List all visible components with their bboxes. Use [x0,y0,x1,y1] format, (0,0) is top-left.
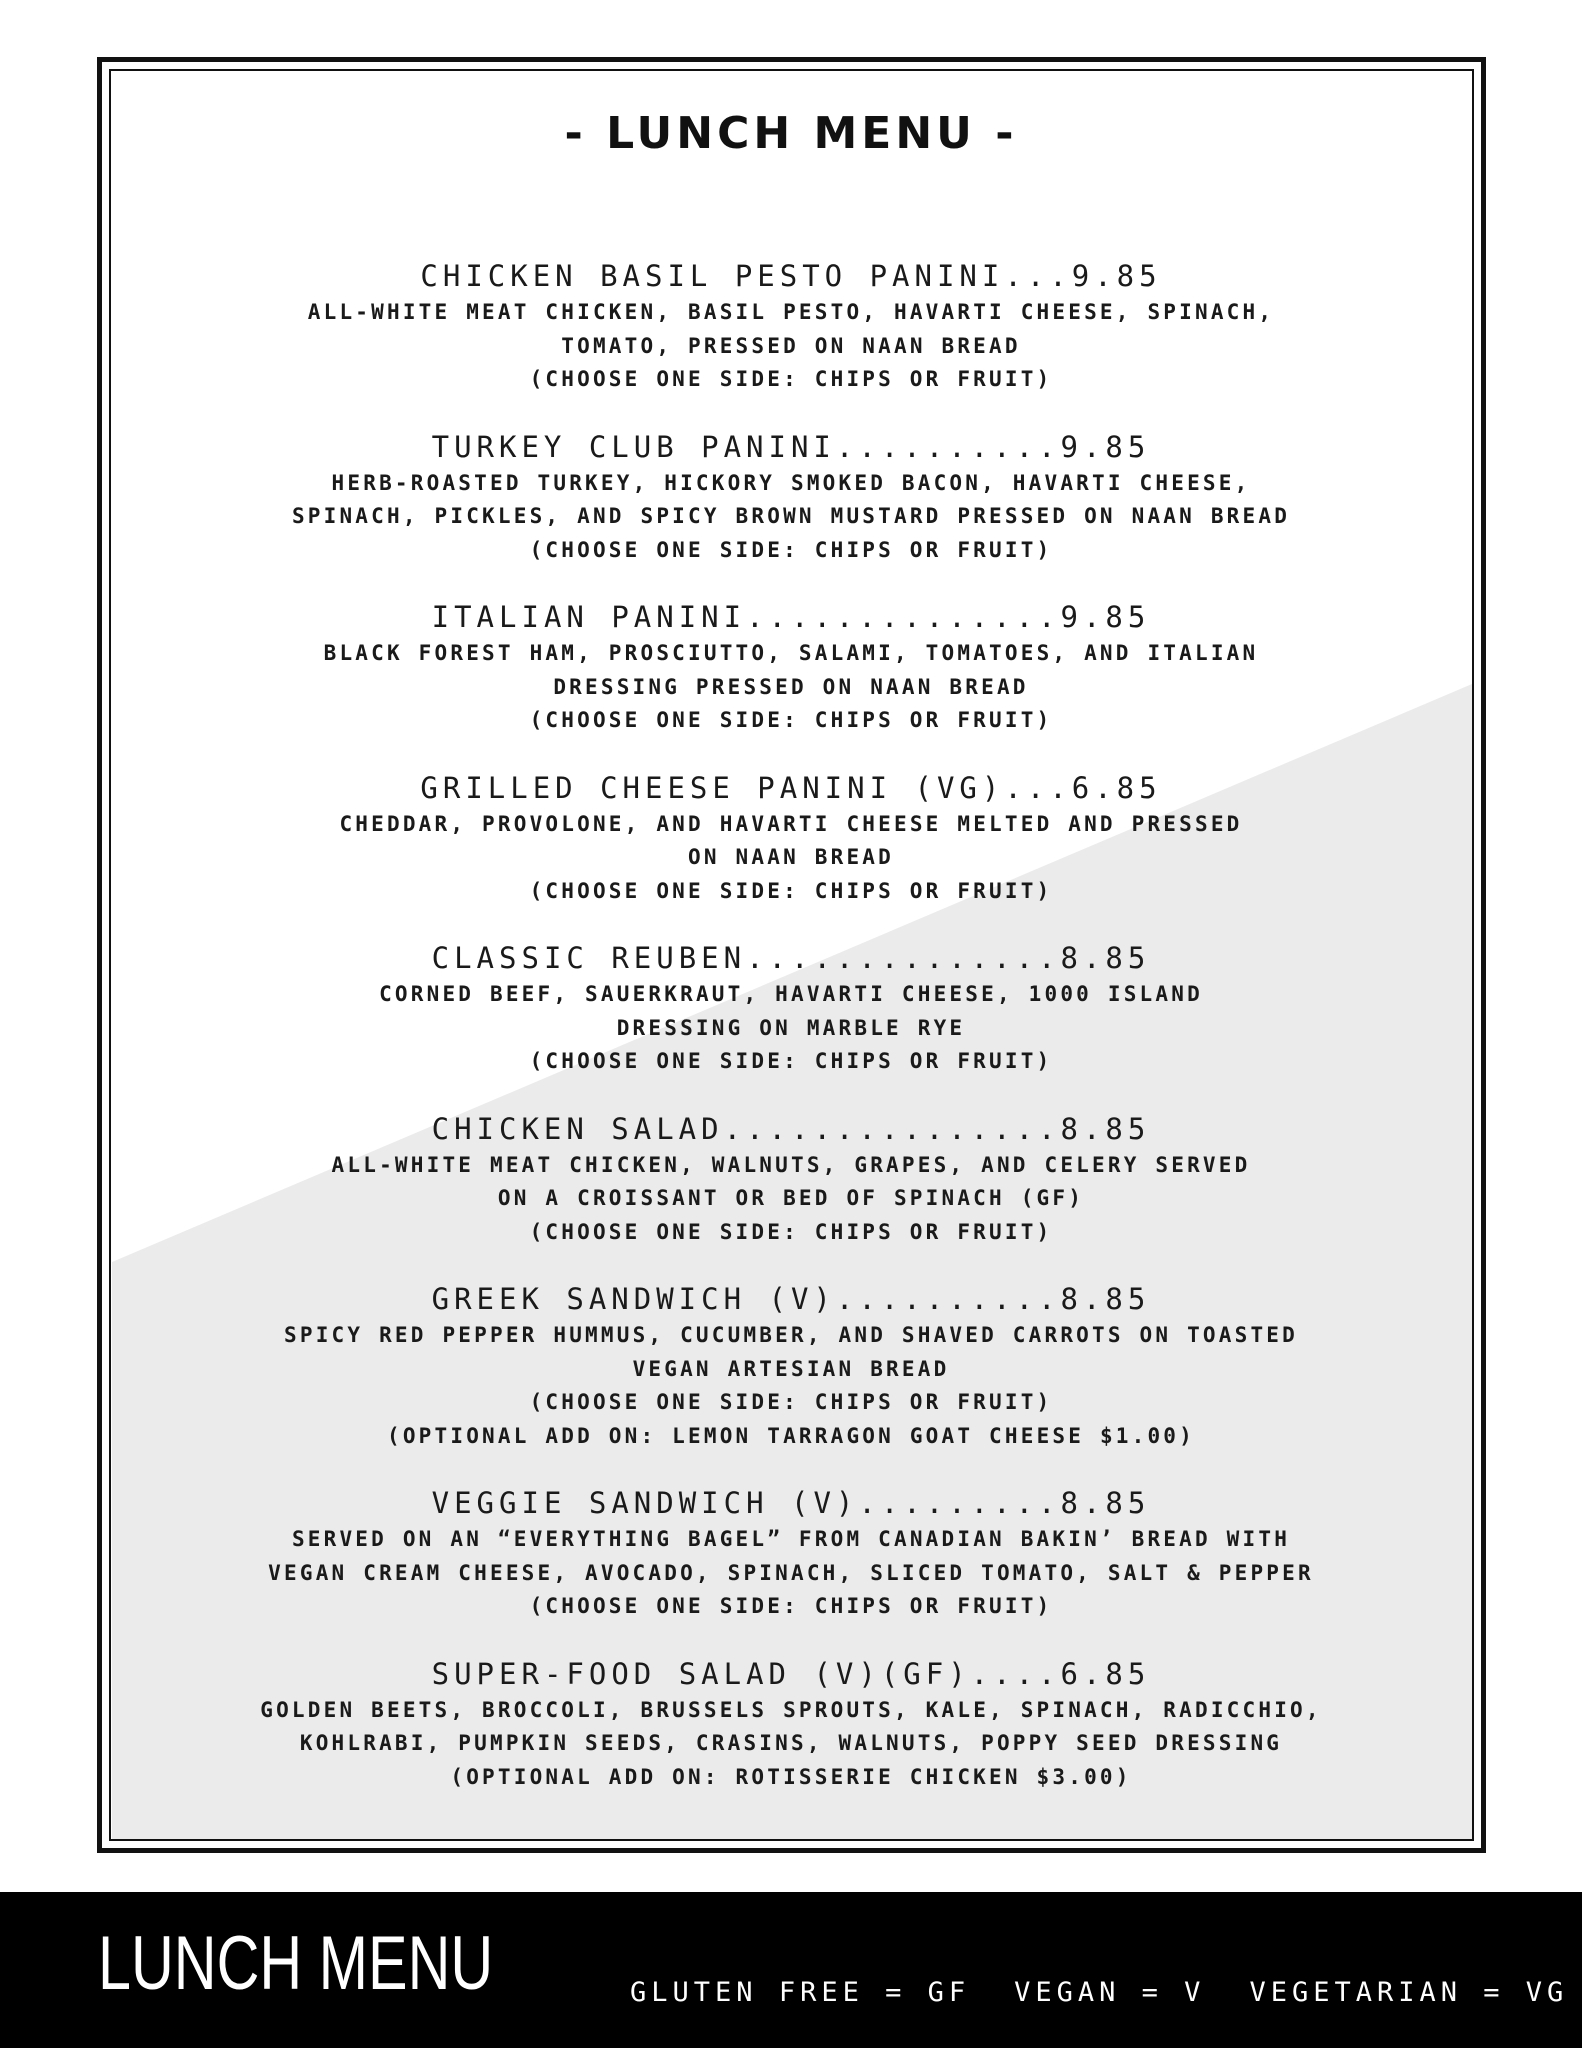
menu-item [0,1654,1582,1795]
menu-item [0,427,1582,568]
footer-bar [0,1892,1582,2048]
menu-item-price: 9.85 [1060,600,1151,634]
menu-item-price: 8.85 [1060,1282,1151,1316]
menu-item-description-line: TOMATO, PRESSED ON NAAN BREAD [561,333,1021,358]
menu-item-name: GREEK SANDWICH (V) [431,1282,836,1316]
menu-item-name: CLASSIC REUBEN [431,941,747,975]
menu-item-description-line: BLACK FOREST HAM, PROSCIUTTO, SALAMI, TOMATOES, AND ITALIAN [323,641,1259,665]
dot-leader: .......... [835,429,1061,464]
menu-item-description-line: (CHOOSE ONE SIDE: CHIPS OR FRUIT) [529,1390,1053,1414]
menu-item-description-line: CHEDDAR, PROVOLONE, AND HAVARTI CHEESE MELTED AND PRESSED [339,811,1243,836]
menu-item-name: GRILLED CHEESE PANINI (VG) [420,770,1005,805]
footer-title: LUNCH MENU [98,1921,494,2006]
menu-item [0,1109,1582,1250]
menu-item [0,1279,1582,1453]
legend-vegan: VEGAN = V [1014,1977,1206,2008]
dot-leader: .... [970,1656,1061,1691]
legend-vegetarian: VEGETARIAN = VG [1249,1977,1569,2008]
menu-item-title-line [432,597,1151,637]
menu-item-description-line: (CHOOSE ONE SIDE: CHIPS OR FRUIT) [529,708,1053,732]
menu-item-description-line: GOLDEN BEETS, BROCCOLI, BRUSSELS SPROUTS, KALE, SPINACH, RADICCHIO, [260,1697,1322,1722]
legend-gluten-free: GLUTEN FREE = GF [630,1977,971,2008]
dot-leader: .......... [835,1282,1061,1316]
menu-item-description-line: VEGAN ARTESIAN BREAD [632,1356,950,1381]
dot-leader: ... [1004,770,1072,805]
menu-item-title-line [432,1654,1151,1694]
menu-item-description-line: VEGAN CREAM CHEESE, AVOCADO, SPINACH, SLICED TOMATO, SALT & PEPPER [268,1560,1314,1585]
menu-item-name: VEGGIE SANDWICH (V) [431,1486,859,1520]
menu-item-description-line: (CHOOSE ONE SIDE: CHIPS OR FRUIT) [529,1049,1053,1073]
dot-leader: .............. [746,600,1061,634]
menu-items-list [0,256,1582,1824]
menu-item-name: CHICKEN BASIL PESTO PANINI [420,259,1005,293]
menu-item-description-line: (CHOOSE ONE SIDE: CHIPS OR FRUIT) [529,878,1053,903]
menu-item-description-line: ON A CROISSANT OR BED OF SPINACH (GF) [497,1186,1085,1210]
menu-item-price: 6.85 [1060,1656,1151,1691]
menu-item-price: 8.85 [1060,1111,1151,1146]
menu-item-description-line: (CHOOSE ONE SIDE: CHIPS OR FRUIT) [529,1594,1053,1618]
menu-item-description-line: (CHOOSE ONE SIDE: CHIPS OR FRUIT) [529,1219,1053,1244]
menu-item-description-line: HERB-ROASTED TURKEY, HICKORY SMOKED BACON, HAVARTI CHEESE, [331,470,1251,495]
menu-item-name: SUPER-FOOD SALAD (V)(GF) [431,1656,971,1691]
menu-item-description-line: DRESSING PRESSED ON NAAN BREAD [553,674,1029,699]
menu-item-description-line: SPINACH, PICKLES, AND SPICY BROWN MUSTARD PRESSED ON NAAN BREAD [291,504,1291,528]
menu-item [0,597,1582,738]
menu-item-description-line: (CHOOSE ONE SIDE: CHIPS OR FRUIT) [529,537,1053,562]
menu-item-description-line: (CHOOSE ONE SIDE: CHIPS OR FRUIT) [529,367,1053,391]
dietary-legend [545,1946,1582,2039]
page-title: - LUNCH MENU - [564,108,1018,159]
menu-item-description-line: (OPTIONAL ADD ON: LEMON TARRAGON GOAT CHEESE $1.00) [387,1423,1195,1448]
dot-leader: .............. [746,941,1061,975]
menu-item-title-line [432,938,1151,978]
menu-item [0,768,1582,909]
menu-item-title-line [432,427,1151,467]
menu-item-description-line: ON NAAN BREAD [688,845,894,869]
menu-item-name: ITALIAN PANINI [431,600,747,634]
menu-item-description-line: (OPTIONAL ADD ON: ROTISSERIE CHICKEN $3.00) [450,1764,1132,1789]
menu-item-price: 8.85 [1060,1486,1151,1520]
menu-item-name: TURKEY CLUB PANINI [431,429,836,464]
dot-leader: ... [1004,259,1072,293]
menu-item-price: 6.85 [1071,770,1162,805]
menu-item-description-line: CORNED BEEF, SAUERKRAUT, HAVARTI CHEESE, 1000 ISLAND [379,982,1203,1006]
menu-item-description-line: SERVED ON AN “EVERYTHING BAGEL” FROM CANADIAN BAKIN’ BREAD WITH [291,1527,1291,1551]
menu-item-description-line: SPICY RED PEPPER HUMMUS, CUCUMBER, AND SHAVED CARROTS ON TOASTED [284,1323,1298,1347]
menu-item-price: 9.85 [1071,259,1162,293]
menu-item-title-line [420,256,1161,296]
menu-item [0,1483,1582,1624]
dot-leader: ......... [858,1486,1061,1520]
menu-item-title-line [432,1109,1151,1149]
menu-item-description-line: ALL-WHITE MEAT CHICKEN, WALNUTS, GRAPES, AND CELERY SERVED [331,1152,1251,1177]
dot-leader: ............... [723,1111,1061,1146]
menu-item-description-line: DRESSING ON MARBLE RYE [616,1015,966,1040]
menu-item-title-line [432,1483,1151,1523]
menu-item-title-line [432,1279,1151,1319]
menu-item-description-line: KOHLRABI, PUMPKIN SEEDS, CRASINS, WALNUTS, POPPY SEED DRESSING [299,1731,1283,1755]
menu-item-description-line: ALL-WHITE MEAT CHICKEN, BASIL PESTO, HAVARTI CHEESE, SPINACH, [307,300,1275,324]
menu-item-title-line [420,768,1161,808]
menu-item-price: 9.85 [1060,429,1151,464]
menu-item [0,938,1582,1079]
menu-item [0,256,1582,397]
menu-item-name: CHICKEN SALAD [431,1111,724,1146]
menu-item-price: 8.85 [1060,941,1151,975]
